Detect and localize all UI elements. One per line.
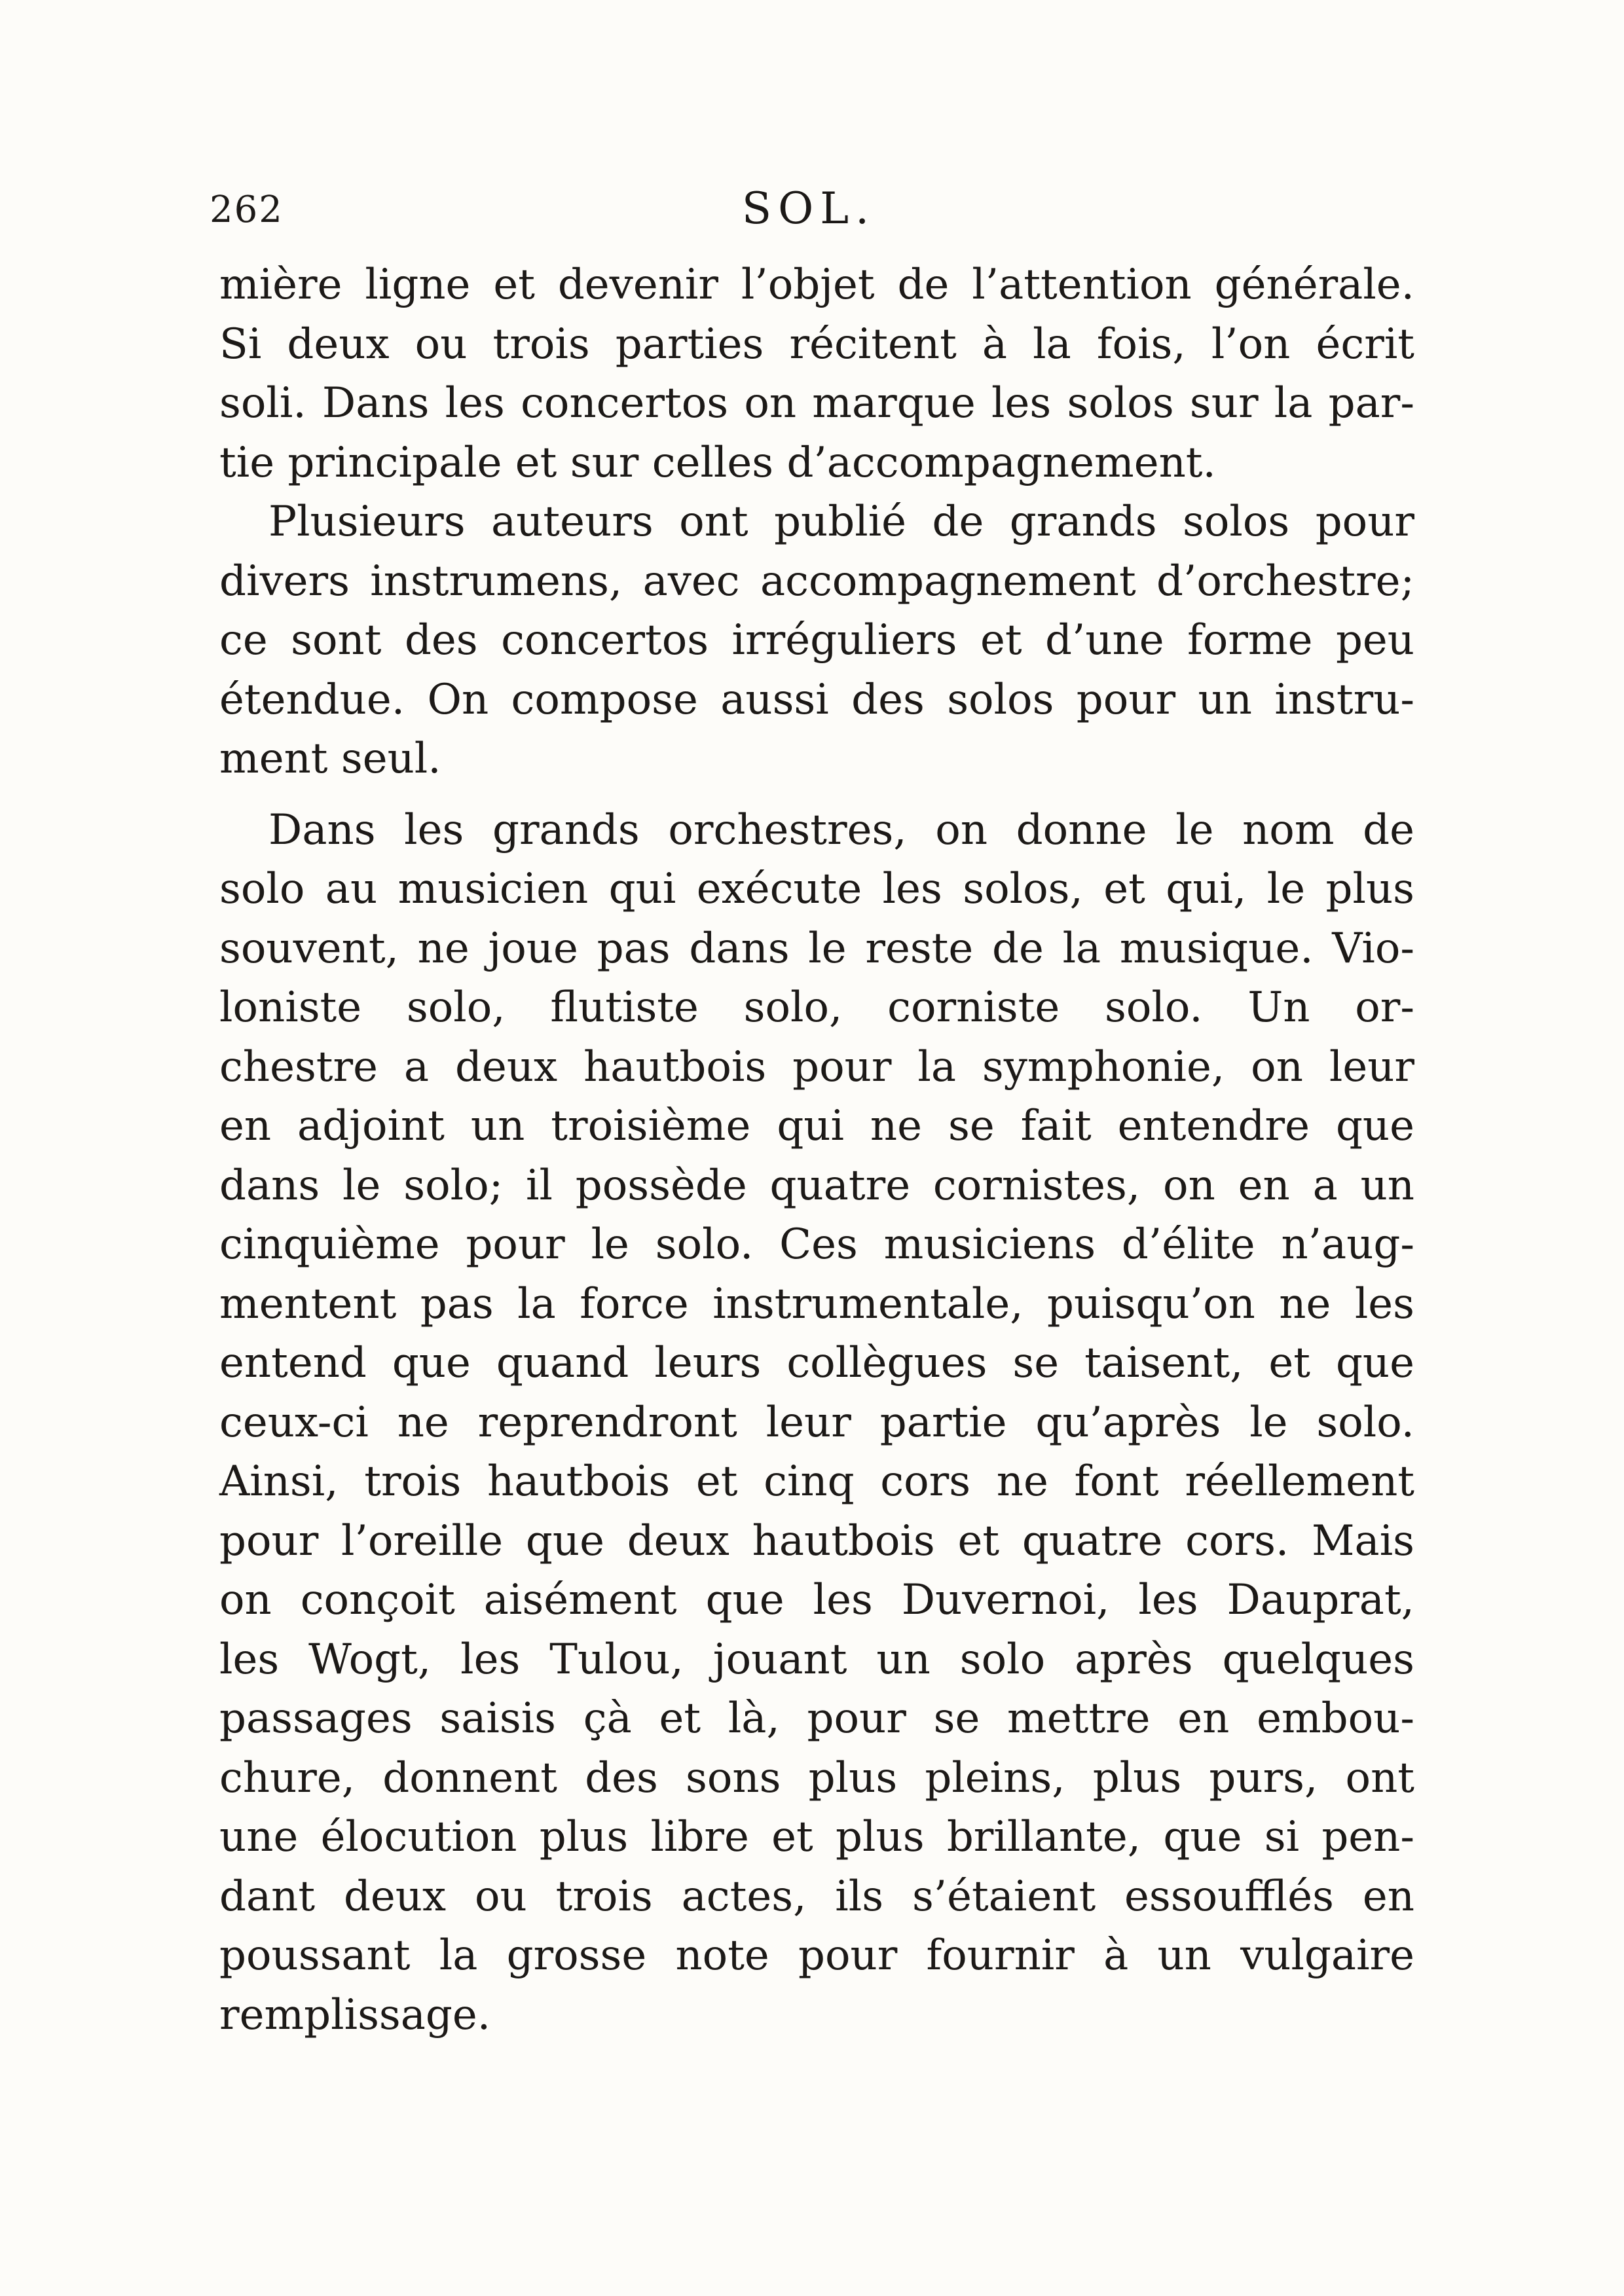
text-line: mière ligne et devenir l’objet de l’attention générale. [219,261,1414,309]
text-line: loniste solo, flutiste solo, corniste solo. Un or- [219,983,1414,1032]
text-line: on conçoit aisément que les Duvernoi, les Dauprat, [219,1576,1414,1624]
text-line: passages saisis çà et là, pour se mettre en embou- [219,1694,1414,1743]
text-line: étendue. On compose aussi des solos pour un instru- [219,675,1414,724]
text-line: Plusieurs auteurs ont publié de grands solos pour [268,498,1414,546]
text-line: cinquième pour le solo. Ces musiciens d’élite n’aug- [219,1220,1414,1269]
text-line: pour l’oreille que deux hautbois et quatre cors. Mais [219,1516,1414,1565]
paragraph-2 [219,492,1414,789]
text-line: ceux-ci ne reprendront leur partie qu’après le solo. [219,1398,1414,1447]
body-text [219,255,1414,2045]
text-line: poussant la grosse note pour fournir à un vulgaire [219,1931,1414,1980]
text-line: entend que quand leurs collègues se taisent, et que [219,1339,1414,1387]
text-line: chestre a deux hautbois pour la symphonie, on leur [219,1042,1414,1091]
paragraph-gap [219,789,1414,801]
running-head: SOL. [741,183,876,234]
text-line: divers instrumens, avec accompagnement d’orchestre; [219,556,1414,606]
paragraph-1 [219,255,1414,492]
text-line: solo au musicien qui exécute les solos, et qui, le plus [219,865,1414,913]
page-header [210,183,1408,242]
page-number: 262 [210,189,284,231]
text-line: ce sont des concertos irréguliers et d’une forme peu [219,616,1414,665]
text-line: remplissage. [219,1990,491,2039]
text-line: en adjoint un troisième qui ne se fait entendre que [219,1102,1414,1150]
text-line: soli. Dans les concertos on marque les solos sur la par- [219,379,1414,428]
text-line: Si deux ou trois parties récitent à la fois, l’on écrit [219,319,1414,369]
text-line: ment seul. [219,735,441,783]
text-line: dans le solo; il possède quatre cornistes, on en a un [219,1161,1414,1210]
text-line: mentent pas la force instrumentale, puisqu’on ne les [219,1279,1414,1328]
paragraph-3 [219,801,1414,2045]
text-line: chure, donnent des sons plus pleins, plus purs, ont [219,1753,1414,1802]
text-line: Ainsi, trois hautbois et cinq cors ne font réellement [219,1457,1414,1506]
text-line: souvent, ne joue pas dans le reste de la musique. Vio- [219,924,1414,973]
text-line: dant deux ou trois actes, ils s’étaient essoufflés en [219,1872,1414,1921]
text-line: tie principale et sur celles d’accompagnement. [219,438,1216,487]
text-line: les Wogt, les Tulou, jouant un solo après quelques [219,1635,1414,1684]
text-line: Dans les grands orchestres, on donne le nom de [268,805,1414,854]
text-line: une élocution plus libre et plus brillante, que si pen- [219,1813,1414,1861]
